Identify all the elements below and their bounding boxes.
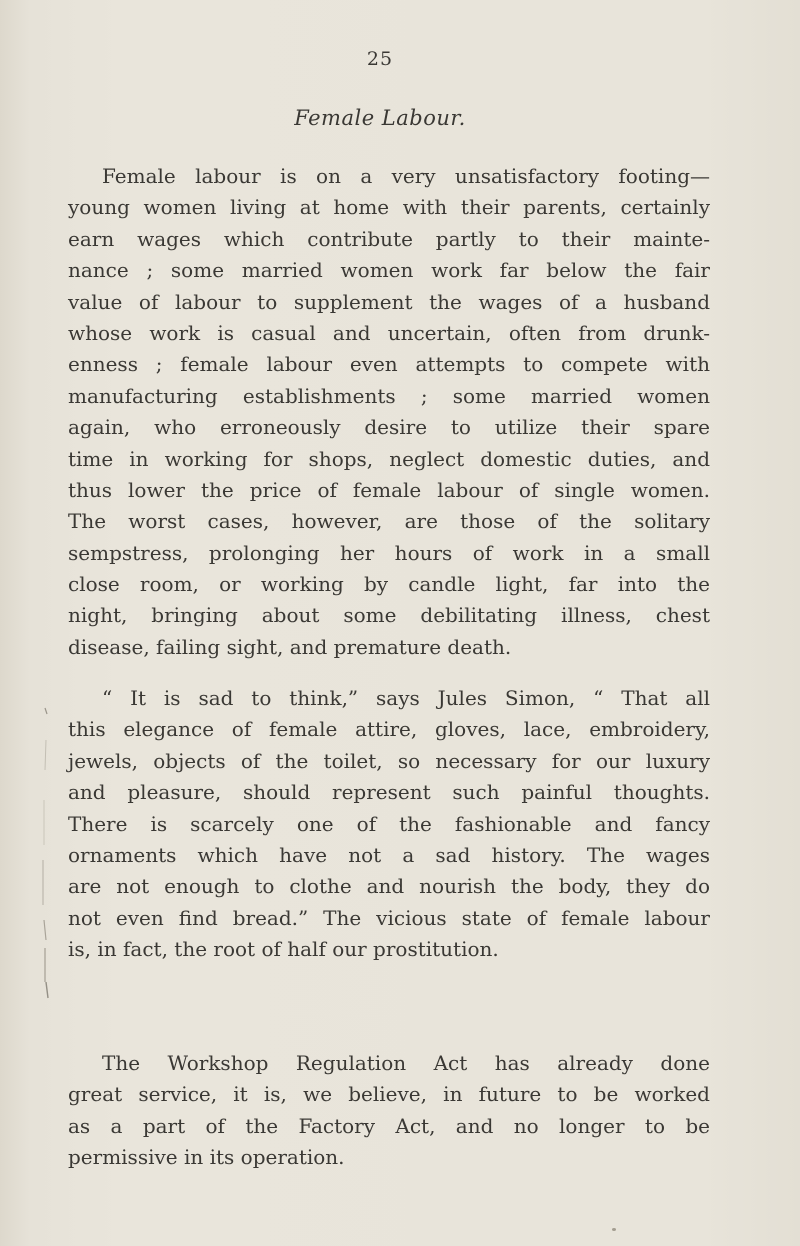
paragraph-jules-simon-quote [68,683,710,966]
text-line: young women living at home with their parents, certainly [68,195,710,220]
text-line: great service, it is, we believe, in future to be worked [68,1082,710,1107]
text-line: night, bringing about some debilitating illness, chest [68,603,710,628]
text-line: are not enough to clothe and nourish the body, they do [68,874,710,899]
text-line: manufacturing establishments ; some married women [68,383,710,408]
text-line: close room, or working by candle light, far into the [68,572,710,597]
text-line: as a part of the Factory Act, and no longer to be [68,1113,710,1138]
paragraph-workshop-act [68,1048,710,1174]
text-line: sempstress, prolonging her hours of work in a small [68,540,710,565]
text-line: permissive in its operation. [68,1145,345,1170]
paragraph-female-labour [68,161,710,663]
text-line: nance ; some married women work far below the fair [68,258,710,283]
text-line: earn wages which contribute partly to their mainte- [68,226,710,251]
text-line: There is scarcely one of the fashionable and fancy [68,811,710,836]
text-line: The Workshop Regulation Act has already done [102,1051,710,1075]
text-line: value of labour to supplement the wages of a husband [68,289,710,314]
text-line: not even find bread.” The vicious state of female labour [68,905,710,930]
text-line: jewels, objects of the toilet, so necessary for our luxury [68,748,710,773]
page-number: 25 [366,48,394,70]
text-line: “ It is sad to think,” says Jules Simon, “ That all [102,686,710,710]
text-line: this elegance of female attire, gloves, lace, embroidery, [68,717,710,742]
paper-speck [612,1228,616,1231]
text-line: ornaments which have not a sad history. The wages [68,842,710,867]
margin-pencil-mark [40,700,62,1000]
text-line: The worst cases, however, are those of the solitary [68,509,710,534]
text-line: enness ; female labour even attempts to compete with [68,352,710,377]
text-line: time in working for shops, neglect domestic duties, and [68,446,710,471]
text-line: Female labour is on a very unsatisfactory footing— [102,164,710,188]
text-line: again, who erroneously desire to utilize their spare [68,415,710,440]
text-line: disease, failing sight, and premature death. [68,634,512,659]
text-line: and pleasure, should represent such painful thoughts. [68,780,710,805]
text-line: thus lower the price of female labour of single women. [68,477,710,502]
text-line: whose work is casual and uncertain, often from drunk- [68,320,710,345]
section-heading: Female Labour. [294,106,466,130]
text-line: is, in fact, the root of half our prostitution. [68,937,499,962]
